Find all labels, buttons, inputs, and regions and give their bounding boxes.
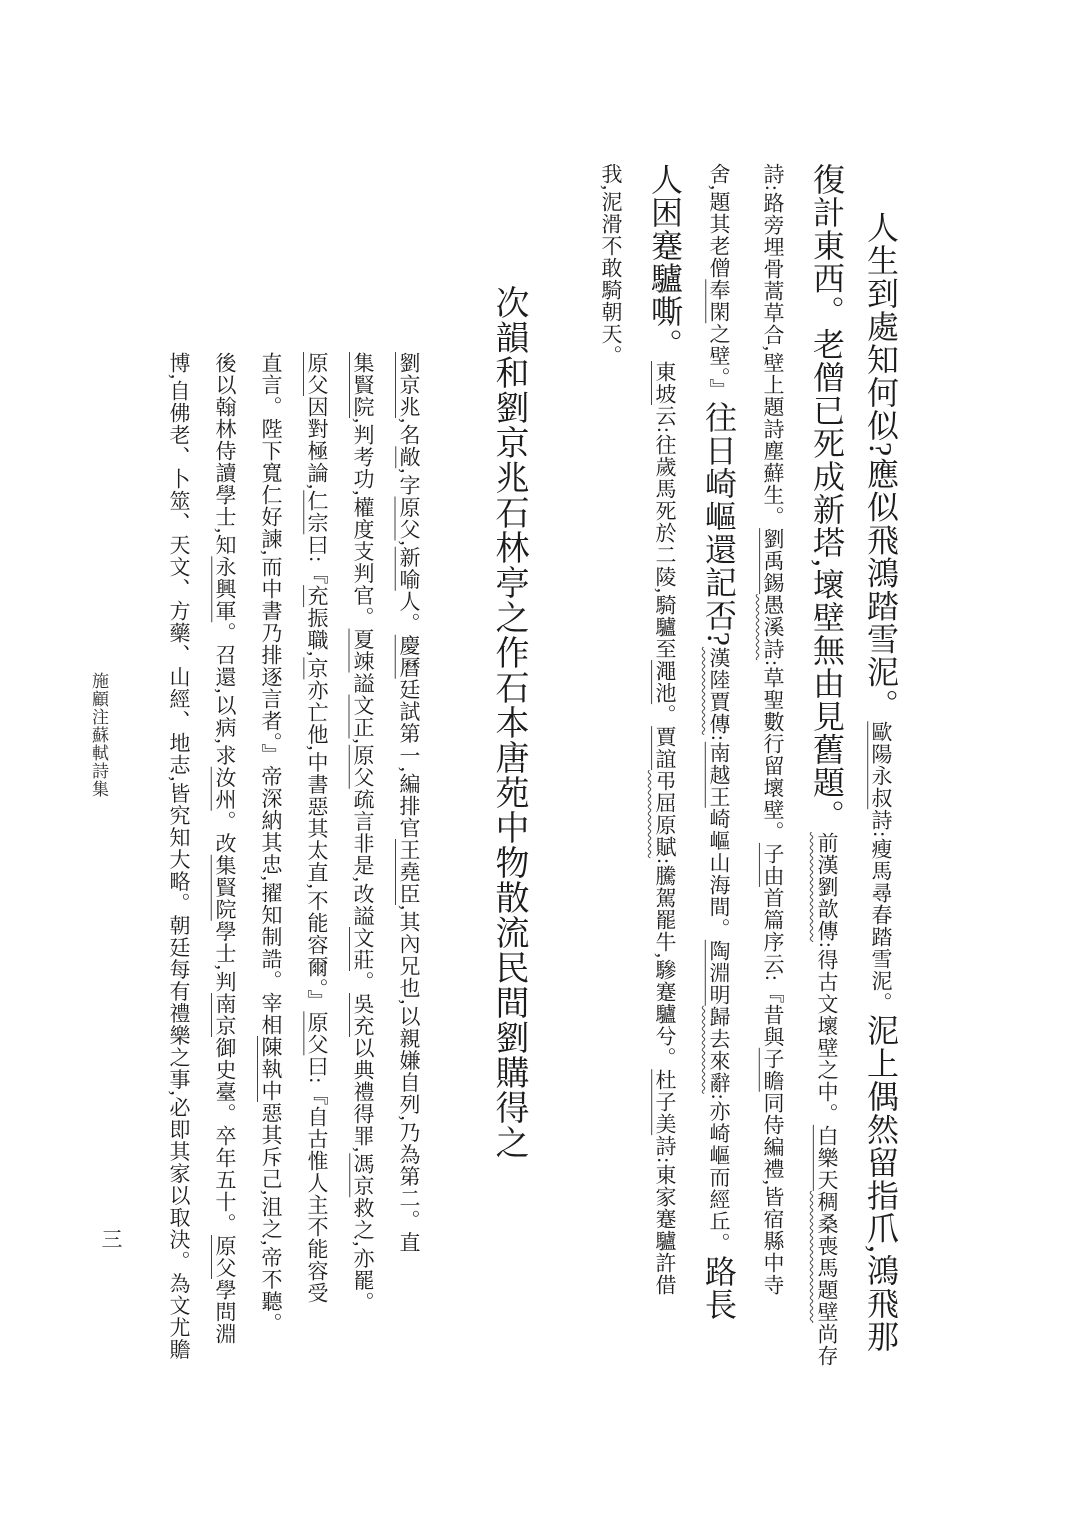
running-title [86,672,111,892]
proper-name-marked-text: 原父 [397,496,421,541]
proper-name-marked-text: 原父 [305,352,329,396]
proper-name-marked-text: 劉京兆 [397,352,421,418]
text-run: 詩:瘦馬尋春踏雪泥。 [869,809,893,1015]
text-run: 救之,亦罷。 [351,1197,375,1314]
text-run: 之壁。』 [707,323,731,401]
proper-name-marked-text: 杜子美 [653,1069,677,1136]
text-run: ,字 [397,468,421,497]
proper-name-marked-text: 敞 [397,446,421,469]
text-run: 御史臺。卒年五十。 [213,1037,237,1235]
text-run: 以典禮得罪, [351,1037,375,1154]
next-poem-title [483,285,533,1385]
poem-title-text: 次韻和劉京兆石林亭之作石本唐苑中物散流民間劉購得之 [490,285,527,1160]
text-run: 云:往歲馬死於二陵,騎驢至 [653,405,677,661]
text-run: ,其內兄也,以親嫌自列,乃為第二。直 [397,905,421,1254]
proper-name-marked-text: 夏竦 [351,628,375,673]
poem-with-annotations [584,163,908,1403]
proper-name-marked-text: 澠池 [653,660,677,705]
text-column [746,163,800,1403]
text-run: 廷試第一,編排官 [397,678,421,839]
proper-name-marked-text: 原父 [351,744,375,789]
text-run: 曰:『自古惟人主不能容受 [305,1055,329,1305]
text-column [800,163,854,1403]
text-run: 。改 [213,810,237,855]
proper-name-marked-text: 新喻 [397,546,421,591]
proper-name-marked-text: 白樂天 [815,1124,839,1191]
text-run: 。 [653,704,677,727]
book-title-marked-text: 愚溪詩 [761,594,785,661]
page-number [96,1228,126,1288]
proper-name-marked-text: 南越王 [707,741,731,808]
proper-name-marked-text: 仁宗 [305,490,329,535]
proper-name-marked-text: 奉閑 [707,279,731,324]
text-run: 惡其斥己,沮之,帝不聽。 [259,1102,283,1335]
text-run: ,判考功,權度支判官。 [351,418,375,629]
text-run: 詩:東家蹇驢許借 [653,1135,677,1297]
text-run: 謚 [351,672,375,695]
text-column [584,163,638,1403]
text-run: 泥上偶然留指爪,鴻飛那 [863,1014,899,1354]
text-run: 首篇序云:『昔與 [761,886,785,1048]
text-column [202,352,248,1422]
text-run: 路長 [701,1254,737,1321]
text-run: :亦崎嶇而經丘。 [707,1093,731,1255]
book-title-marked-text: 漢陸賈傳 [707,646,731,735]
book-title-marked-text: 稠桑喪馬題壁 [815,1190,839,1323]
proper-name-marked-text: 文正 [351,694,375,739]
text-column [854,163,908,1403]
biography-commentary [156,352,432,1422]
text-run: , [351,738,375,745]
text-run: 復計東西。老僧已死成新塔,壞壁無由見舊題。 [809,163,845,832]
text-column [156,352,202,1422]
proper-name-marked-text: 劉禹錫 [761,528,785,595]
proper-name-marked-text: 京 [305,657,329,680]
proper-name-marked-text: 南京 [213,993,237,1037]
text-run: 因對極論, [305,396,329,491]
text-run: 人。 [397,590,421,635]
proper-name-marked-text: 王堯臣 [397,839,421,905]
text-run: 往日崎嶇還記否? [701,400,737,647]
text-run: 我,泥滑不敢騎朝天。 [599,163,623,368]
text-run: :草聖數行留壞壁。 [761,660,785,843]
text-run: 學士,判 [213,920,237,993]
text-column [692,163,746,1403]
text-run: :得古文壞壁之中。 [815,942,839,1125]
book-title-marked-text: 弔屈原賦 [653,770,677,859]
text-run: 尚存 [815,1322,839,1367]
text-run: ,名 [397,418,421,447]
text-run: 。 [351,971,375,993]
text-run: 疏言非是,改謚 [351,788,375,927]
proper-name-marked-text: 馮京 [351,1153,375,1198]
text-run: 舍,題其老僧 [707,163,731,280]
text-run: 崎嶇山海間。 [707,807,731,940]
proper-name-marked-text: 慶曆 [397,634,421,679]
proper-name-marked-text: 文莊 [351,927,375,971]
text-run: 詩:路旁埋骨蒿草合,壁上題詩塵蘚生。 [761,163,785,529]
running-title-text: 施顧注蘇軾詩集 [89,672,108,798]
text-run: , [397,540,421,547]
page-number-text: 三 [99,1228,123,1249]
proper-name-marked-text: 歐陽永叔 [869,721,893,810]
text-run: 同侍編禮,皆宿縣中寺 [761,1091,785,1297]
proper-name-marked-text: 吳充 [351,993,375,1037]
proper-name-marked-text: 原父 [213,1235,237,1279]
book-title-marked-text: 歸去來辭 [707,1005,731,1094]
text-run: 曰:『 [305,534,329,586]
text-run: 學問淵 [213,1279,237,1345]
text-run: : [707,734,731,742]
proper-name-marked-text: 集賢院 [213,854,237,921]
book-title-marked-text: 前漢劉歆傳 [815,832,839,942]
proper-name-marked-text: 汝州 [213,766,237,811]
text-run: 人困蹇驢嘶。 [647,163,683,361]
proper-name-marked-text: 集賢院 [351,352,375,418]
text-run: :騰駕罷牛,驂蹇驢兮。 [653,858,677,1070]
text-run: 後以翰林侍讀學士,知 [213,352,237,557]
text-column [340,352,386,1422]
text-run: 人生到處知何似?應似飛鴻踏雪泥。 [863,211,899,722]
proper-name-marked-text: 陳執中 [259,1036,283,1102]
column-indent [881,163,882,211]
proper-name-marked-text: 永興軍 [213,556,237,623]
text-run: 直言。陛下寬仁好諫,而中書乃排逐言者。』帝深納其忠,擢知制誥。宰相 [259,352,283,1036]
proper-name-marked-text: 子瞻 [761,1047,785,1092]
proper-name-marked-text: 原父 [305,1011,329,1056]
text-run: 亦亡他,中書惡其太直,不能容爾。』 [305,679,329,1012]
text-run: 博,自佛老、卜筮、天文、方藥、山經、地志,皆究知大略。朝廷每有禮樂之事,必即其家以取決。為文尤贍 [167,352,191,1361]
proper-name-marked-text: 東坡 [653,361,677,405]
text-column [638,163,692,1403]
text-column [294,352,340,1422]
proper-name-marked-text: 陶淵明 [707,939,731,1006]
proper-name-marked-text: 充 [305,585,329,608]
text-column [248,352,294,1422]
text-run: 。召還,以病,求 [213,622,237,767]
proper-name-marked-text: 賈誼 [653,726,677,771]
proper-name-marked-text: 子由 [761,842,785,887]
text-run: 振職, [305,607,329,658]
text-column [386,352,432,1422]
